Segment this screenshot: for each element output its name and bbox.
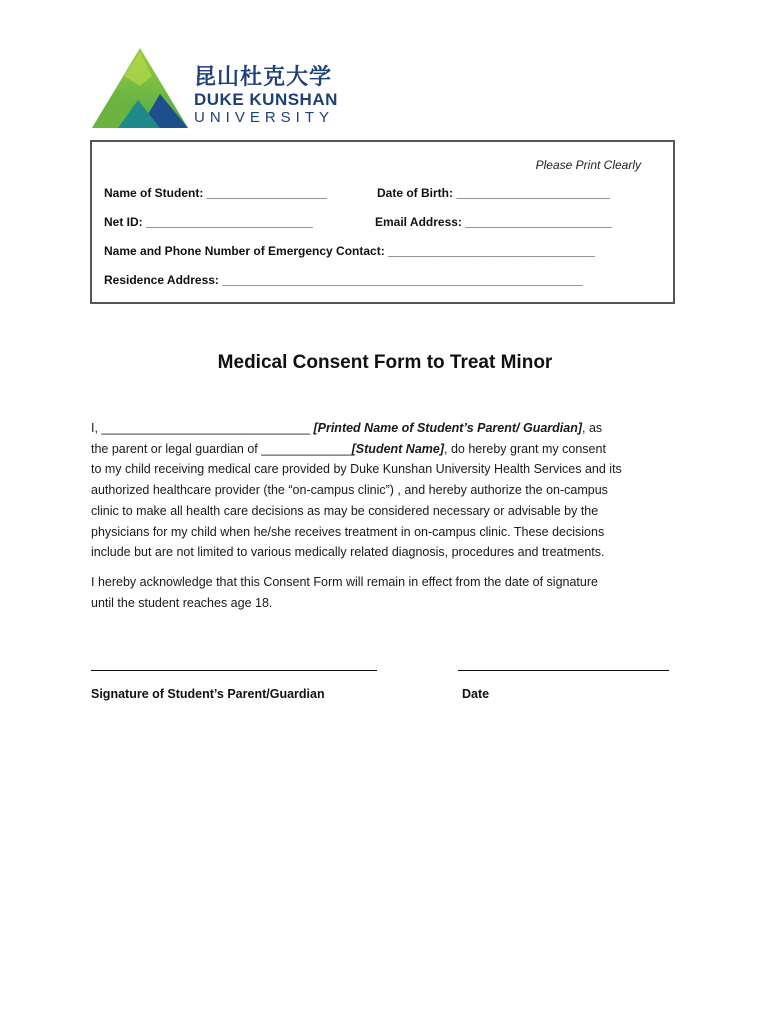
- parent-signature-label: Signature of Student’s Parent/Guardian: [91, 687, 325, 701]
- ack-line-2: until the student reaches age 18.: [91, 595, 273, 610]
- net-id-field[interactable]: Net ID: _________________________: [104, 215, 313, 229]
- student-name-blank[interactable]: the parent or legal guardian of _____________: [91, 441, 352, 456]
- consent-paragraph: [91, 418, 691, 563]
- date-label: Date: [462, 687, 490, 701]
- student-name-field[interactable]: Name of Student: __________________: [104, 186, 327, 200]
- consent-text: , do hereby grant my consent: [444, 441, 606, 456]
- parent-name-blank[interactable]: I, ______________________________: [91, 421, 310, 435]
- residence-address-field[interactable]: Residence Address: ______________________________________________________: [104, 273, 583, 287]
- consent-line-6: physicians for my child when he/she receives treatment in on-campus clinic. These decisions: [91, 524, 605, 539]
- student-info-box: [90, 140, 675, 304]
- consent-line-4: authorized healthcare provider (the “on-campus clinic”) , and hereby authorize the on-campus: [91, 483, 608, 498]
- email-field[interactable]: Email Address: ______________________: [375, 215, 613, 229]
- date-signature-line[interactable]: [458, 670, 669, 671]
- emergency-contact-field[interactable]: Name and Phone Number of Emergency Contact: _______________________________: [104, 244, 595, 258]
- dku-logo: [90, 46, 340, 130]
- print-clearly-note: Please Print Clearly: [535, 158, 641, 172]
- form-title: Medical Consent Form to Treat Minor: [217, 352, 553, 373]
- student-name-hint: [Student Name]: [351, 441, 445, 456]
- logo-chinese-name: 昆山杜克大学: [194, 65, 333, 90]
- logo-university-word: UNIVERSITY: [194, 109, 335, 126]
- logo-english-name: DUKE KUNSHAN: [194, 90, 338, 109]
- consent-line-1: [91, 418, 691, 439]
- parent-name-hint: [Printed Name of Student’s Parent/ Guardian]: [313, 421, 583, 435]
- consent-line-2: [91, 439, 691, 460]
- acknowledgement-paragraph: [91, 572, 691, 613]
- parent-signature-line[interactable]: [91, 670, 377, 671]
- consent-text: , as: [582, 421, 603, 435]
- consent-line-7: include but are not limited to various medically related diagnosis, procedures and treatments.: [91, 545, 605, 560]
- consent-line-3: to my child receiving medical care provided by Duke Kunshan University Health Services and its: [91, 462, 622, 477]
- dku-triangle-mark-icon: [90, 46, 190, 130]
- consent-line-5: clinic to make all health care decisions as may be considered necessary or advisable by the: [91, 503, 599, 518]
- ack-line-1: I hereby acknowledge that this Consent Form will remain in effect from the date of signature: [91, 575, 598, 589]
- dob-field[interactable]: Date of Birth: _______________________: [377, 186, 610, 200]
